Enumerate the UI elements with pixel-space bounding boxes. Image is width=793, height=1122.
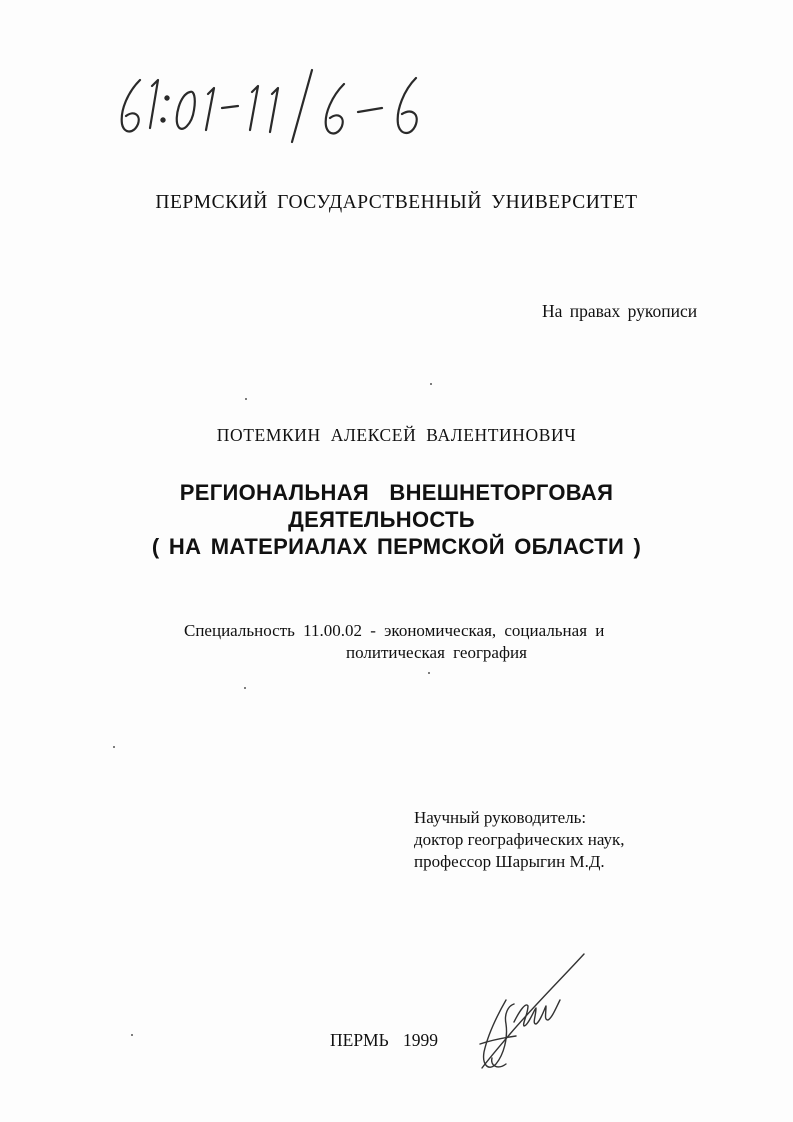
university-name: ПЕРМСКИЙ ГОСУДАРСТВЕННЫЙ УНИВЕРСИТЕТ bbox=[155, 192, 638, 213]
city-year: ПЕРМЬ 1999 bbox=[330, 1030, 439, 1050]
specialty-line-2: политическая география bbox=[346, 643, 527, 662]
title-line-3: ( НА МАТЕРИАЛАХ ПЕРМСКОЙ ОБЛАСТИ ) bbox=[151, 534, 642, 559]
manuscript-note: На правах рукописи bbox=[542, 301, 698, 321]
scan-speck bbox=[113, 746, 115, 748]
title-line-1: РЕГИОНАЛЬНАЯ ВНЕШНЕТОРГОВАЯ bbox=[179, 480, 614, 505]
scan-speck bbox=[131, 1034, 133, 1036]
scan-speck bbox=[430, 383, 432, 385]
dissertation-title bbox=[0, 479, 793, 560]
author-name: ПОТЕМКИН АЛЕКСЕЙ ВАЛЕНТИНОВИЧ bbox=[216, 425, 577, 445]
handwritten-catalog-number bbox=[112, 58, 492, 148]
scan-speck bbox=[245, 398, 247, 400]
specialty-block bbox=[184, 620, 604, 664]
supervisor-name: профессор Шарыгин М.Д. bbox=[414, 852, 605, 871]
title-line-2: ДЕЯТЕЛЬНОСТЬ bbox=[288, 507, 475, 532]
scan-speck bbox=[244, 687, 246, 689]
supervisor-degree: доктор географических наук, bbox=[414, 830, 625, 849]
scan-speck bbox=[428, 672, 430, 674]
specialty-line-1: Специальность 11.00.02 - экономическая, социальная и bbox=[184, 621, 605, 640]
signature-icon bbox=[462, 948, 592, 1078]
supervisor-block bbox=[414, 807, 625, 873]
supervisor-label: Научный руководитель: bbox=[414, 808, 587, 827]
